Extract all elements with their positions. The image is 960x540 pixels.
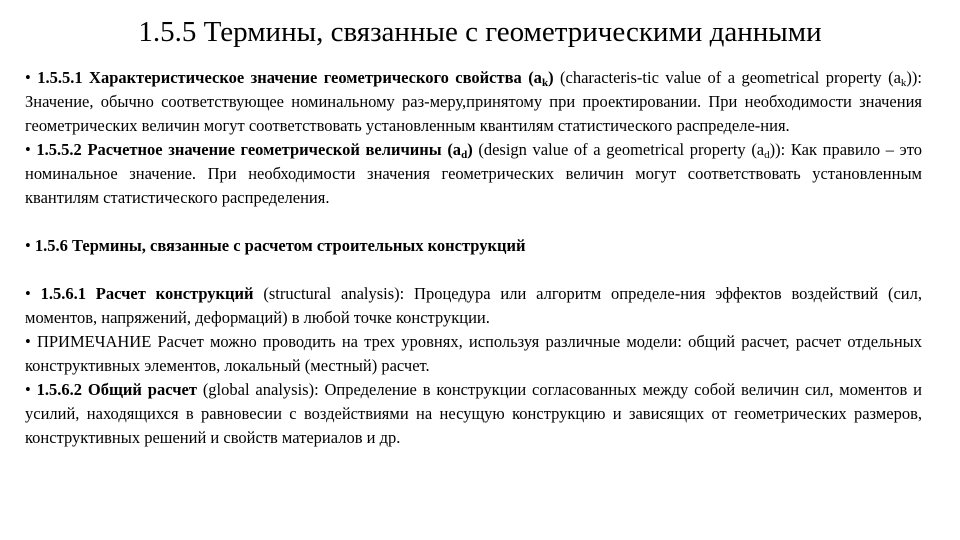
section-heading: 1.5.6 Термины, связанные с расчетом строительных конструкций xyxy=(34,236,526,255)
term-structural-analysis: 1.5.6.1 Расчет конструкций xyxy=(40,284,254,303)
definition-text: (structural analysis): Процедура или алгоритм определе-ния эффектов воздействий (сил, моментов, напряжений, деформаций) в любой точке конструкции. xyxy=(25,284,922,327)
bullet: • xyxy=(25,380,31,399)
bullet: • xyxy=(25,236,31,255)
paragraph-1-5-6-2 xyxy=(25,378,922,450)
bullet: • xyxy=(25,332,31,351)
definition-text: (design value of a geometrical property (a xyxy=(472,140,765,159)
slide-body xyxy=(25,66,922,450)
term-design-value: 1.5.5.2 Расчетное значение геометрической величины $(a_d)$ xyxy=(36,140,473,161)
bullet: • xyxy=(25,140,31,159)
definition-text-cont: )): Как правило – это номинальное значение. При необходимости значения геометрических величин могут соответствовать установленным квантилям статистического распределения. xyxy=(25,140,922,207)
paragraph-note xyxy=(25,330,922,378)
paragraph-1-5-5-2: • 1.5.5.2 Расчетное значение геометрической величины $(a_d)$ (design value of a geometrical property $(a_d)$): Как правило – это номинальное значение. При необходимости значения геометрических величин могут соответствовать установленным квантилям статистического распределения. xyxy=(25,140,922,207)
bullet: • xyxy=(25,68,31,87)
definition-text: (global analysis): Определение в конструкции согласованных между собой величин сил, моментов и усилий, находящихся в равновесии с воздействиями на несущую конструкцию и зависящих от геометрических размеров, конструктивных решений и свойств материалов и др. xyxy=(25,380,923,447)
bullet: • xyxy=(25,284,31,303)
note-text: ПРИМЕЧАНИЕ Расчет можно проводить на трех уровнях, используя различные модели: общий расчет, расчет отдельных конструктивных элементов, локальный (местный) расчет. xyxy=(25,332,922,375)
paragraph-1-5-6-heading xyxy=(25,234,922,258)
paragraph-1-5-5-1: • 1.5.5.1 Характеристическое значение геометрического свойства $(a_k)$ (characteris-tic value of a geometrical property $(a_k)$): Значение, обычно соответствующее номинальному раз-меру,принятому при проектировании. При необходимости значения геометрических величин могут соответствовать установленным квантилям статистического распределе-ния. xyxy=(25,68,922,135)
page-title: 1.5.5 Термины, связанные с геометрическими данными xyxy=(138,16,822,48)
definition-text: (characteris-tic value of a geometrical property (a xyxy=(553,68,901,87)
term-global-analysis: 1.5.6.2 Общий расчет xyxy=(36,380,197,399)
definition-text-cont: )): Значение, обычно соответствующее номинальному раз-меру,принятому при проектировании. При необходимости значения геометрических величин могут соответствовать установленным квантилям статистического распределе-ния. xyxy=(25,68,922,135)
paragraph-1-5-6-1 xyxy=(25,282,922,330)
term-characteristic-value: 1.5.5.1 Характеристическое значение геометрического свойства $(a_k)$ xyxy=(37,68,554,89)
